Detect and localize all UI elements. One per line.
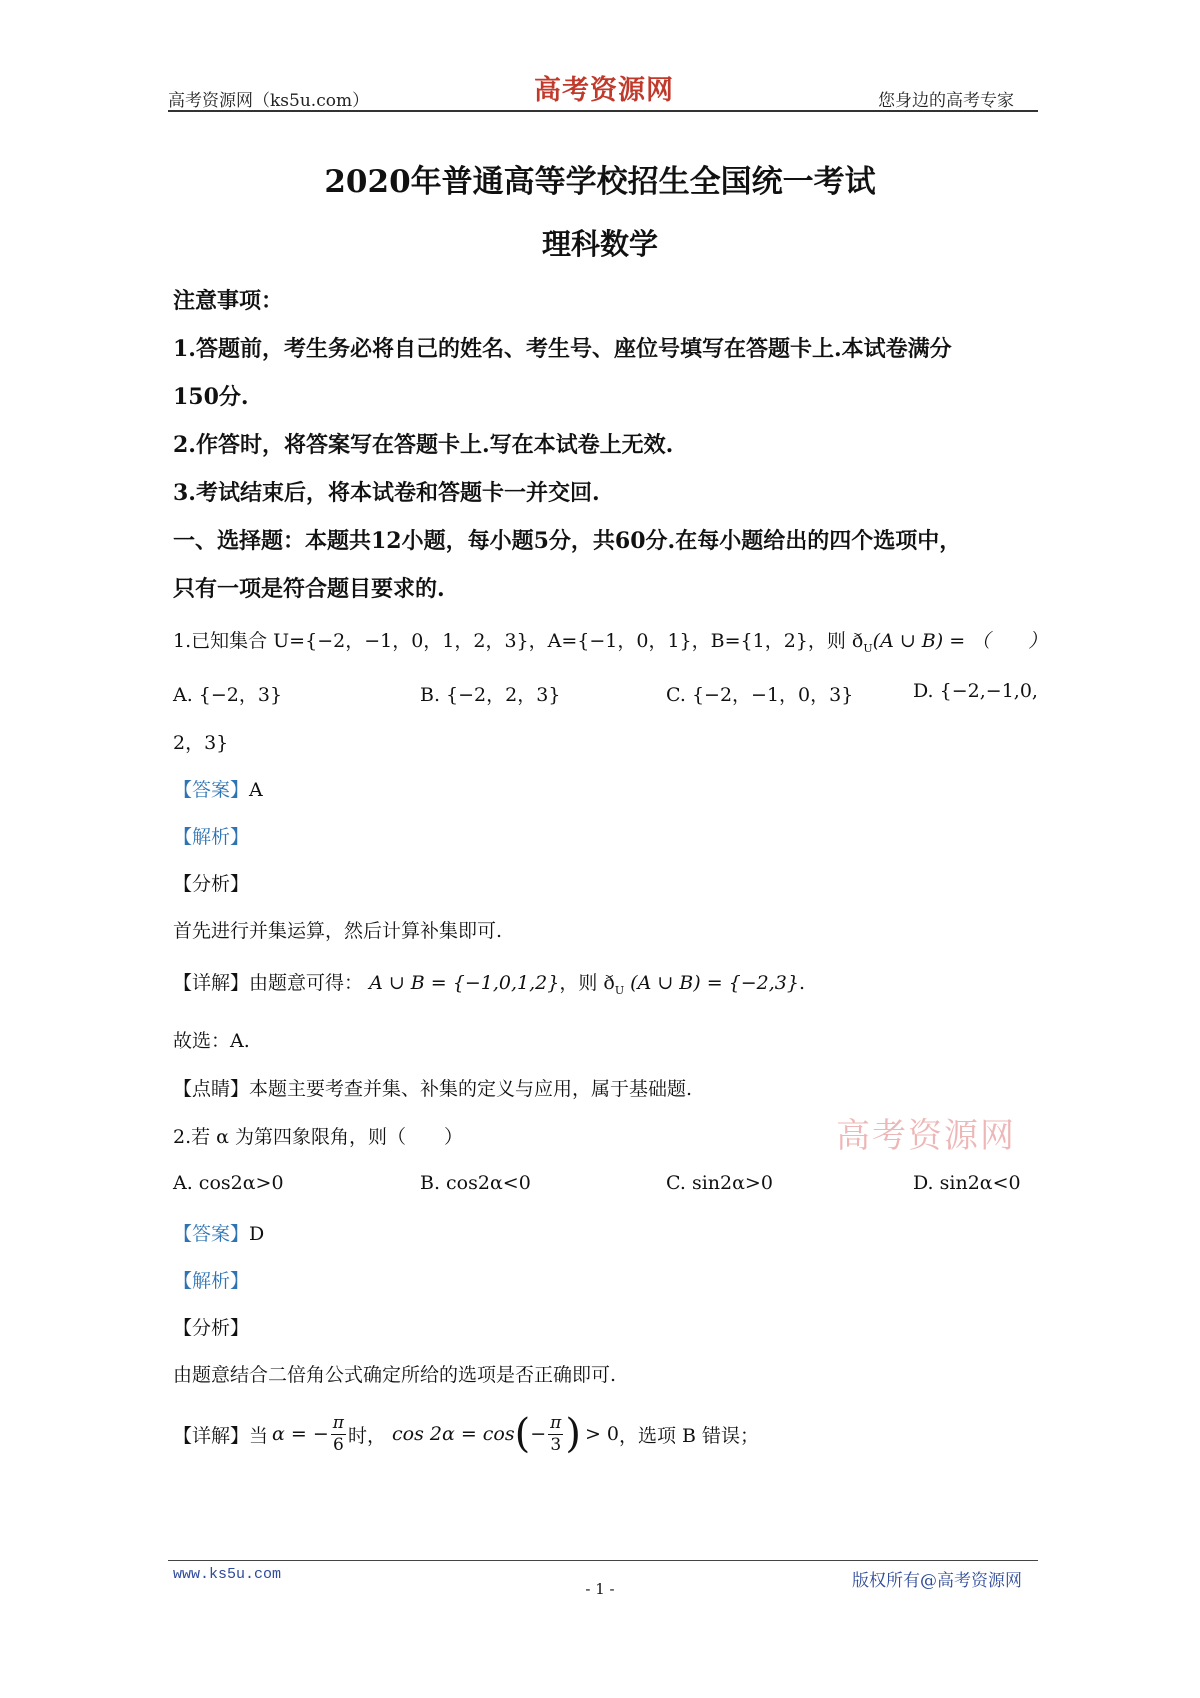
q2-option-a: A. cos2α>0 — [173, 1172, 284, 1194]
q1-option-a: A. {−2，3} — [173, 684, 283, 706]
q1-option-d-cont: 2，3} — [173, 732, 229, 754]
footer-copyright: 版权所有@高考资源网 — [852, 1571, 1022, 1591]
q2-stem: 2.若 α 为第四象限角，则（ ） — [173, 1126, 464, 1148]
header-logo: 高考资源网 — [534, 75, 674, 106]
fraction-pi-6: $\frac{\pi}{6}$ — [332, 1412, 344, 1455]
page-subtitle: 理科数学 — [541, 227, 658, 261]
q2-xiangjie: 【详解】 当 α = − $\frac{\pi}{6}$ 时， cos 2α = cos ( − $\frac{\pi}{3}$ ) > 0 ，选项 B 错误； — [173, 1411, 760, 1457]
q2-answer: 【答案】D — [173, 1223, 265, 1245]
q1-option-d: D. {−2,−1,0, — [913, 680, 1038, 702]
q1-fenxi-label: 【分析】 — [173, 873, 250, 895]
q1-stem: 1.已知集合 U={−2，−1，0，1，2，3}，A={−1，0，1}，B={1，2}，则 $ð_U(A$ ∪ B) = （ ） — [173, 630, 1048, 655]
q1-jiexi-label: 【解析】 — [173, 826, 250, 848]
fraction-pi-3: $\frac{\pi}{3}$ — [550, 1412, 562, 1455]
q2-option-c: C. sin2α>0 — [666, 1172, 773, 1194]
notice-item-1-cont: 150分. — [173, 384, 249, 410]
q1-dianjing: 【点睛】本题主要考查并集、补集的定义与应用，属于基础题. — [173, 1078, 693, 1100]
section-heading: 一、选择题：本题共12小题，每小题5分，共60分.在每小题给出的四个选项中， — [173, 528, 962, 554]
header-site-name: 高考资源网（ks5u.com） — [168, 91, 370, 111]
watermark-logo: 高考资源网 — [836, 1116, 1016, 1156]
q2-option-d: D. sin2α<0 — [913, 1172, 1021, 1194]
q1-xiangjie: 【详解】由题意可得： A ∪ B = {−1,0,1,2}，则 $ð_U$ (A ∪ B) = {−2,3}. — [173, 972, 806, 997]
page-number: - 1 - — [585, 1580, 615, 1598]
q1-math-complement: (A ∪ B) = {−2,3} — [630, 972, 799, 994]
notice-item-1: 1.答题前，考生务必将自己的姓名、考生号、座位号填写在答题卡上.本试卷满分 — [173, 336, 952, 362]
answer-label: 【答案】 — [173, 779, 250, 801]
notice-item-3: 3.考试结束后，将本试卷和答题卡一并交回. — [173, 480, 600, 506]
q1-guxuan: 故选：A. — [173, 1030, 250, 1052]
q2-jiexi-label: 【解析】 — [173, 1270, 250, 1292]
footer-rule — [168, 1560, 1038, 1561]
header-tagline: 您身边的高考专家 — [878, 91, 1014, 111]
notice-item-2: 2.作答时，将答案写在答题卡上.写在本试卷上无效. — [173, 432, 674, 458]
q2-option-b: B. cos2α<0 — [420, 1172, 531, 1194]
q1-option-b: B. {−2，2，3} — [420, 684, 561, 706]
section-heading-cont: 只有一项是符合题目要求的. — [173, 576, 445, 602]
footer-url[interactable]: www.ks5u.com — [173, 1566, 282, 1583]
q2-fenxi-text: 由题意结合二倍角公式确定所给的选项是否正确即可. — [173, 1364, 617, 1386]
answer-label: 【答案】 — [173, 1223, 250, 1245]
page-title: 2020年普通高等学校招生全国统一考试 — [324, 164, 876, 200]
q1-option-c: C. {−2，−1，0，3} — [666, 684, 854, 706]
q2-fenxi-label: 【分析】 — [173, 1317, 250, 1339]
q1-fenxi-text: 首先进行并集运算，然后计算补集即可. — [173, 920, 503, 942]
q1-math-union: A ∪ B = {−1,0,1,2} — [369, 972, 560, 994]
notice-heading: 注意事项： — [173, 288, 284, 314]
header-rule — [168, 110, 1038, 112]
q1-answer: 【答案】A — [173, 779, 263, 801]
